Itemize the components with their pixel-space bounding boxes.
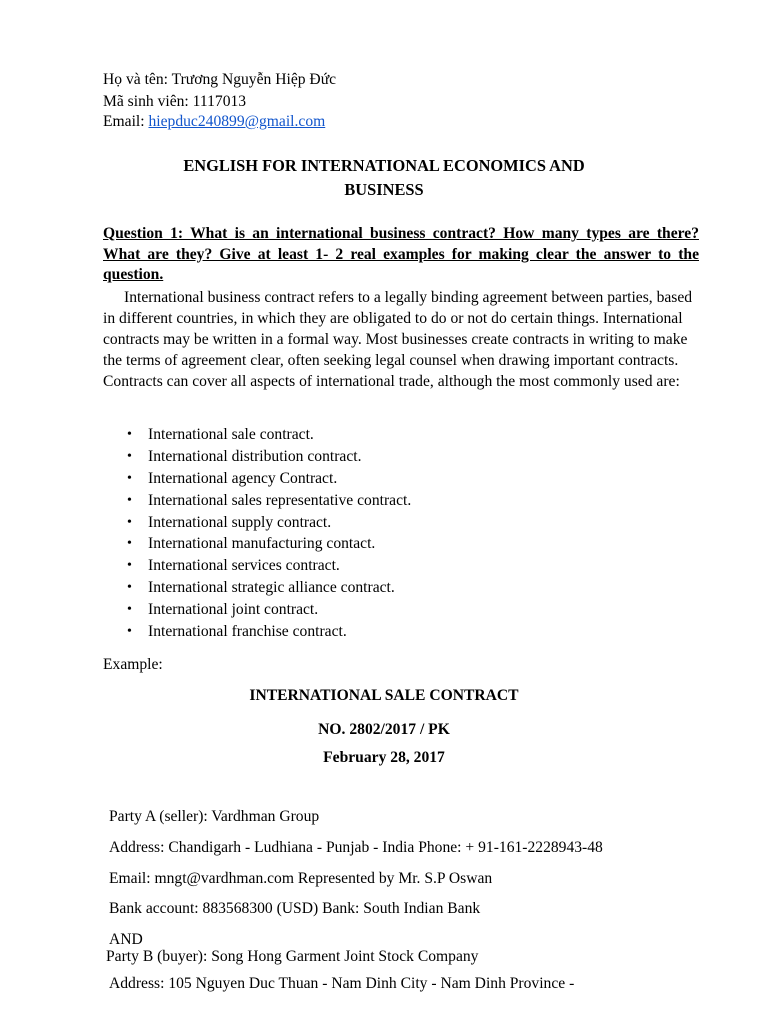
student-name-label: Họ và tên: bbox=[103, 71, 168, 88]
list-item bbox=[103, 468, 411, 490]
list-item-text: International sales representative contract. bbox=[148, 491, 412, 509]
party-a-email: Email: mngt@vardhman.com Represented by Mr. S.P Oswan bbox=[109, 870, 493, 887]
list-item bbox=[103, 490, 411, 512]
party-b-address: Address: 105 Nguyen Duc Thuan - Nam Dinh City - Nam Dinh Province - bbox=[109, 975, 575, 992]
student-name-value: Trương Nguyễn Hiệp Đức bbox=[171, 71, 337, 88]
list-item-text: International agency Contract. bbox=[148, 469, 338, 487]
party-a-address: Address: Chandigarh - Ludhiana - Punjab - India Phone: + 91-161-2228943-48 bbox=[109, 839, 603, 856]
student-email-label: Email: bbox=[103, 113, 145, 130]
list-item-text: International strategic alliance contract. bbox=[148, 579, 395, 597]
student-name-line bbox=[103, 70, 336, 90]
student-email-line bbox=[103, 112, 325, 132]
list-item-text: International manufacturing contact. bbox=[148, 535, 376, 553]
party-a-bank: Bank account: 883568300 (USD) Bank: South Indian Bank bbox=[109, 900, 481, 917]
list-item-text: International supply contract. bbox=[148, 513, 332, 531]
list-item bbox=[103, 512, 411, 534]
student-id-label: Mã sinh viên: bbox=[103, 93, 189, 110]
document-title bbox=[100, 154, 668, 202]
list-item-text: International services contract. bbox=[148, 557, 340, 575]
list-item-text: International franchise contract. bbox=[148, 623, 347, 641]
bullet-icon: • bbox=[127, 448, 132, 464]
contract-date: February 28, 2017 bbox=[323, 749, 445, 766]
list-item-text: International sale contract. bbox=[148, 426, 314, 443]
student-id-value: 1117013 bbox=[192, 93, 247, 110]
bullet-icon: • bbox=[127, 514, 132, 530]
bullet-icon: • bbox=[127, 602, 132, 618]
bullet-icon: • bbox=[127, 492, 132, 508]
document-title-line-2: BUSINESS bbox=[344, 180, 424, 199]
bullet-icon: • bbox=[127, 624, 132, 640]
list-item bbox=[103, 577, 411, 599]
contract-types-list bbox=[103, 424, 411, 643]
and-separator: AND bbox=[109, 931, 143, 948]
list-item bbox=[103, 424, 411, 446]
list-item bbox=[103, 621, 411, 643]
contract-title: INTERNATIONAL SALE CONTRACT bbox=[249, 687, 519, 704]
bullet-icon: • bbox=[127, 558, 132, 574]
list-item-text: International joint contract. bbox=[148, 601, 319, 619]
student-email-link[interactable]: hiepduc240899@gmail.com bbox=[148, 113, 326, 130]
list-item bbox=[103, 533, 411, 555]
list-item bbox=[103, 599, 411, 621]
question-heading: Question 1: What is an international business contract? How many types are there? What are they? Give at least 1- 2 real examples for making clear the answer to the question. bbox=[103, 225, 699, 283]
bullet-icon: • bbox=[127, 427, 132, 442]
list-item bbox=[103, 555, 411, 577]
answer-intro-paragraph: International business contract refers to a legally binding agreement between parties, based in different countries, in which they are obligated to do or not do certain things. International contracts may be written in a formal way. Most businesses create contracts in writing to make the terms of agreement clear, often seeking legal counsel when drawing important contracts. Contracts can cover all aspects of international trade, although the most commonly used are: bbox=[103, 289, 693, 390]
document-title-line-1: ENGLISH FOR INTERNATIONAL ECONOMICS AND bbox=[183, 156, 585, 175]
bullet-icon: • bbox=[127, 580, 132, 596]
bullet-icon: • bbox=[127, 470, 132, 486]
example-label: Example: bbox=[103, 656, 163, 673]
list-item bbox=[103, 446, 411, 468]
student-id-line bbox=[103, 92, 246, 112]
bullet-icon: • bbox=[127, 536, 132, 552]
party-a-line: Party A (seller): Vardhman Group bbox=[109, 808, 320, 825]
list-item-text: International distribution contract. bbox=[148, 447, 362, 465]
contract-number: NO. 2802/2017 / PK bbox=[318, 721, 450, 738]
party-b-line: Party B (buyer): Song Hong Garment Joint Stock Company bbox=[106, 948, 479, 965]
